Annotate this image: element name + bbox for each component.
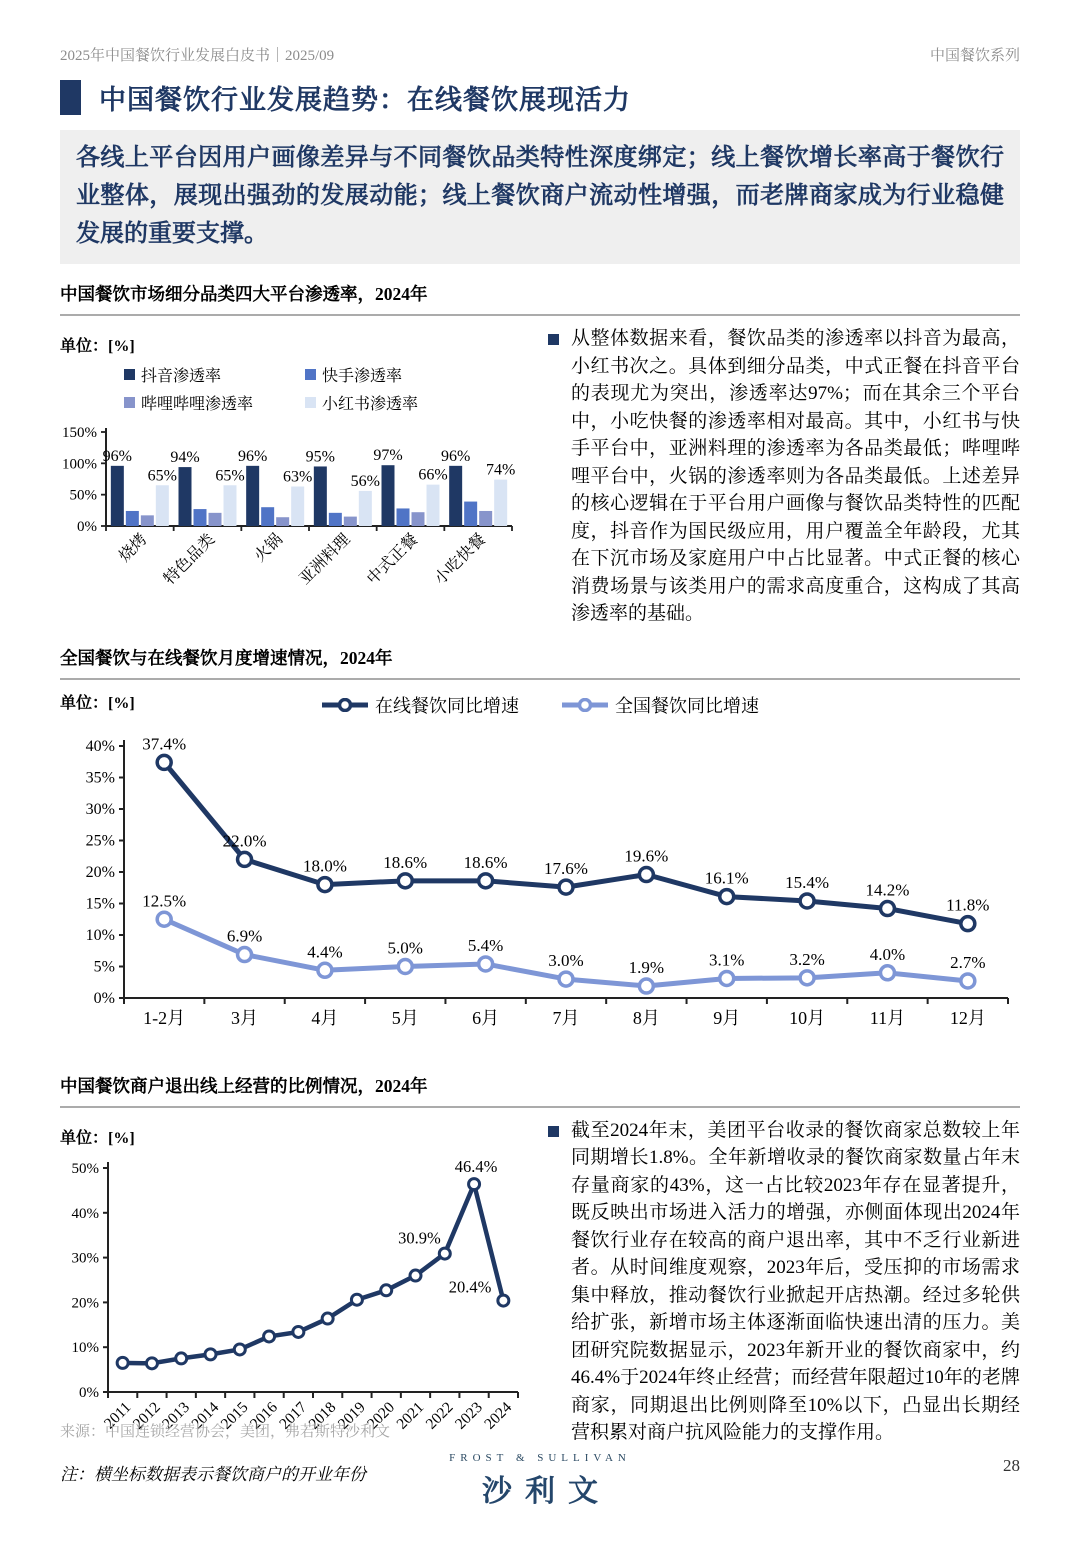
svg-text:65%: 65% [215,467,245,485]
svg-text:中式正餐: 中式正餐 [364,530,422,589]
svg-text:65%: 65% [147,467,177,485]
svg-text:40%: 40% [85,737,115,755]
svg-text:5.0%: 5.0% [387,938,423,957]
legend-item-national-growth [561,692,759,718]
svg-text:18.6%: 18.6% [463,852,508,872]
svg-text:17.6%: 17.6% [544,858,588,878]
penetration-bar-chart [60,418,526,620]
title-row [60,78,1020,117]
svg-text:50%: 50% [69,487,97,504]
svg-text:4.0%: 4.0% [869,944,906,964]
svg-text:3.1%: 3.1% [709,949,745,969]
svg-text:1.9%: 1.9% [628,957,665,977]
svg-text:19.6%: 19.6% [624,846,669,866]
page-header [60,44,1020,65]
legend-label: 全国餐饮同比增速 [615,695,759,716]
penetration-chart-column [60,325,532,628]
svg-text:2018: 2018 [305,1398,340,1433]
title-square-icon [60,80,81,115]
svg-text:97%: 97% [373,447,403,465]
legend-item-online-growth [321,692,519,718]
legend-item-bilibili [124,391,253,414]
summary-box: 各线上平台因用户画像差异与不同餐饮品类特性深度绑定；线上餐饮增长率高于餐饮行业整体，展现出强劲的发展动能；线上餐饮商户流动性增强，而老牌商家成为行业稳健发展的重要支撑。 [60,130,1020,264]
svg-text:2013: 2013 [159,1398,194,1433]
commentary-penetration-text: 从整体数据来看，餐饮品类的渗透率以抖音为最高，小红书次之。具体到细分品类，中式正餐在抖音平台的表现尤为突出，渗透率达97%；而在其余三个平台中，小吃快餐的渗透率相对最高。其中，小红书与快手平台中，亚洲料理的渗透率为各品类最低；哔哩哔哩平台中，火锅的渗透率则为各品类最低。上述差异的核心逻辑在于平台用户画像与餐饮品类特性的匹配度，抖音作为国民级应用，用户覆盖全年龄段，尤其在下沉市场及家庭用户中占比显著。中式正餐的核心消费场景与该类用户的需求高度重合，这构成了其高渗透率的基础。 [571,328,1020,624]
svg-text:2023: 2023 [451,1398,486,1433]
svg-text:30%: 30% [71,1250,99,1267]
svg-text:7月: 7月 [552,1007,580,1028]
svg-text:66%: 66% [418,466,448,484]
section-title-exit: 中国餐饮商户退出线上经营的比例情况，2024年 [60,1073,1020,1108]
commentary-exit-text: 截至2024年末，美团平台收录的餐饮商家总数较上年同期增长1.8%。全年新增收录的餐饮商家数量占年末存量商家的43%，这一占比较2023年存在显著提升，既反映出市场进入活力的增强，亦侧面体现出2024年餐饮行业存在较高的商户退出率，其中不乏行业新进者。从时间维度观察，2023年后，受压抑的市场需求集中释放，推动餐饮行业掀起开店热潮。经过多轮供给扩张，新增市场主体逐渐面临快速出清的压力。美团研究院数据显示，2023年新开业的餐饮商家中，约46.4%于2024年终止经营；而经营年限超过10年的老牌商家，同期退出比例则降至10%以下，凸显出长期经营积累对商户抗风险能力的支撑作用。 [571,1119,1020,1443]
svg-text:特色品类: 特色品类 [161,530,219,589]
svg-text:9月: 9月 [713,1007,741,1028]
svg-text:5月: 5月 [391,1007,419,1028]
bilibili-legend-swatch-icon [124,397,135,408]
svg-text:96%: 96% [441,447,471,465]
svg-text:8月: 8月 [632,1007,660,1028]
svg-text:2019: 2019 [334,1398,369,1433]
kuaishou-legend-swatch-icon [305,369,316,380]
page-title: 中国餐饮行业发展趋势：在线餐饮展现活力 [99,85,631,115]
svg-text:10%: 10% [71,1339,99,1356]
svg-text:亚洲料理: 亚洲料理 [296,530,354,589]
growth-line-chart [60,724,1020,1056]
penetration-section [60,325,1020,628]
svg-text:30%: 30% [85,800,115,818]
svg-text:2017: 2017 [276,1398,311,1433]
svg-text:150%: 150% [62,425,97,441]
legend-item-kuaishou [305,363,418,386]
unit-label-exit: 单位：[%] [60,1129,135,1147]
svg-text:96%: 96% [238,447,268,465]
svg-text:3.0%: 3.0% [548,950,584,970]
svg-text:18.0%: 18.0% [302,856,347,876]
commentary-penetration [548,325,1020,628]
svg-text:烧烤: 烧烤 [116,530,151,566]
penetration-legend [124,363,418,414]
svg-text:74%: 74% [486,461,516,479]
svg-text:2011: 2011 [100,1398,135,1432]
svg-text:15%: 15% [85,895,115,912]
svg-text:95%: 95% [305,448,335,466]
svg-text:20%: 20% [71,1294,99,1311]
legend-label: 抖音渗透率 [141,368,222,385]
svg-text:10月: 10月 [789,1007,826,1028]
unit-label-penetration: 单位：[%] [60,338,135,355]
svg-text:12月: 12月 [949,1007,986,1028]
unit-label-growth: 单位：[%] [60,694,135,712]
svg-text:16.1%: 16.1% [704,868,749,888]
svg-text:0%: 0% [77,519,97,535]
douyin-legend-swatch-icon [124,369,135,380]
svg-text:3.2%: 3.2% [789,949,825,969]
legend-label: 哔哩哔哩渗透率 [141,396,254,413]
page-number: 28 [1003,1456,1020,1475]
svg-text:22.0%: 22.0% [222,830,267,850]
svg-text:2.7%: 2.7% [950,952,986,972]
svg-text:63%: 63% [283,468,313,486]
svg-text:25%: 25% [85,832,115,849]
legend-label: 小红书渗透率 [322,396,419,413]
svg-text:火锅: 火锅 [251,530,286,566]
svg-text:100%: 100% [62,456,97,473]
exit-line-chart [60,1152,530,1454]
svg-text:2024: 2024 [481,1398,516,1433]
svg-text:5%: 5% [93,958,115,975]
commentary-exit [548,1117,1020,1447]
svg-text:35%: 35% [85,769,115,786]
svg-text:10%: 10% [85,926,115,944]
svg-text:4.4%: 4.4% [307,941,343,961]
svg-text:2012: 2012 [129,1398,164,1433]
bullet-square-icon [548,334,559,345]
svg-text:2020: 2020 [364,1398,399,1433]
svg-text:14.2%: 14.2% [865,880,910,900]
svg-text:5.4%: 5.4% [467,935,504,955]
penetration-commentary-column [532,325,1020,628]
svg-text:6月: 6月 [472,1007,500,1028]
svg-text:4月: 4月 [311,1007,339,1028]
svg-text:3月: 3月 [231,1007,259,1028]
svg-text:50%: 50% [71,1160,99,1177]
svg-text:56%: 56% [350,472,380,490]
chart-note: 注：横坐标数据表示餐饮商户的开业年份 [60,1464,366,1484]
svg-text:15.4%: 15.4% [785,872,830,892]
bullet-square-icon [548,1126,559,1137]
source-line: 来源：中国连锁经营协会，美团，弗若斯特沙利文 [60,1424,391,1440]
national-line-marker-icon [561,698,609,712]
section-title-growth: 全国餐饮与在线餐饮月度增速情况，2024年 [60,645,1020,680]
header-left-text: 2025年中国餐饮行业发展白皮书｜2025/09 [60,48,335,64]
svg-text:11.8%: 11.8% [946,895,990,915]
section-title-penetration: 中国餐饮市场细分品类四大平台渗透率，2024年 [60,281,1020,316]
svg-text:1-2月: 1-2月 [143,1007,186,1028]
svg-text:18.6%: 18.6% [383,852,428,872]
svg-text:小吃快餐: 小吃快餐 [431,530,489,589]
svg-text:20%: 20% [85,863,115,881]
legend-item-douyin [124,363,253,386]
svg-text:2014: 2014 [188,1398,223,1433]
logo-wordmark: FROST & SULLIVAN [449,1452,631,1464]
legend-label: 快手渗透率 [322,368,403,385]
svg-text:12.5%: 12.5% [142,890,187,910]
exit-commentary-column [532,1117,1020,1485]
header-right-text: 中国餐饮系列 [929,48,1020,64]
svg-text:2015: 2015 [217,1398,252,1433]
logo-chinese: 沙利文 [482,1475,611,1508]
xiaohongshu-legend-swatch-icon [305,397,316,408]
growth-legend [60,688,1020,718]
svg-text:2016: 2016 [246,1398,281,1433]
svg-text:37.4%: 37.4% [142,733,187,753]
svg-text:11月: 11月 [869,1007,906,1028]
legend-label: 在线餐饮同比增速 [375,695,519,716]
svg-text:94%: 94% [170,449,200,467]
svg-text:40%: 40% [71,1205,99,1222]
legend-item-xiaohongshu [305,391,418,414]
frost-sullivan-logo [0,1452,1080,1510]
svg-text:6.9%: 6.9% [226,926,263,946]
svg-text:46.4%: 46.4% [454,1156,498,1176]
online-line-marker-icon [321,698,369,712]
svg-text:96%: 96% [102,447,132,465]
svg-text:30.9%: 30.9% [398,1228,441,1248]
svg-text:0%: 0% [79,1384,99,1401]
svg-text:2021: 2021 [393,1398,428,1433]
svg-text:0%: 0% [93,989,115,1007]
growth-chart-header [60,688,1020,720]
svg-text:20.4%: 20.4% [448,1277,492,1297]
svg-text:2022: 2022 [422,1398,457,1433]
